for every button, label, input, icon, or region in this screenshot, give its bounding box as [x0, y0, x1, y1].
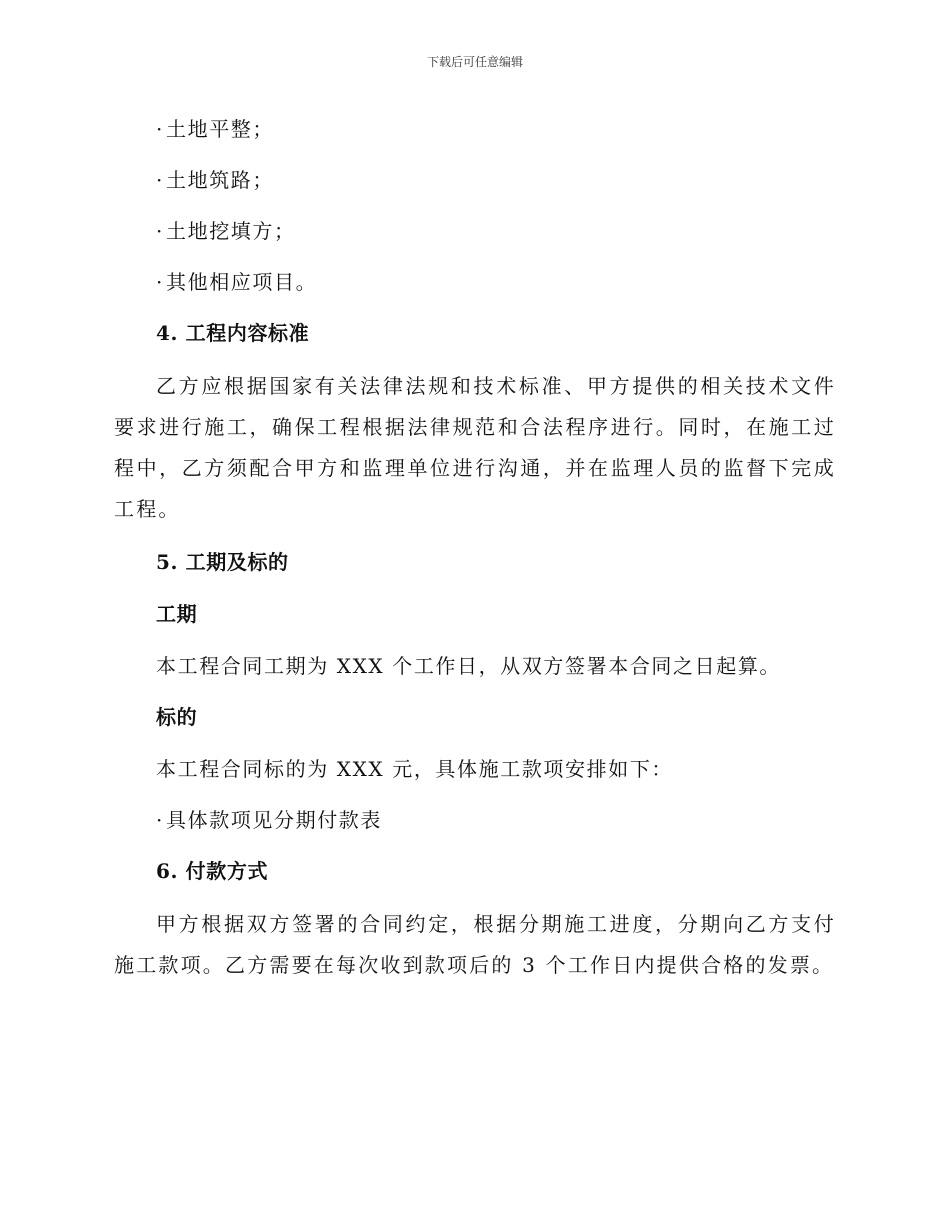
list-item	[114, 110, 836, 148]
section-heading-6: 6. 付款方式	[156, 859, 269, 883]
page-header: 下载后可任意编辑	[426, 55, 523, 69]
section-heading-4: 4. 工程内容标准	[156, 321, 310, 345]
bullet-icon: ·	[156, 117, 164, 141]
list-item-text: 土地筑路；	[166, 168, 274, 192]
section-heading-5: 5. 工期及标的	[156, 550, 289, 574]
bullet-icon: ·	[156, 168, 164, 192]
list-item	[114, 161, 836, 199]
bullet-icon: ·	[156, 270, 164, 294]
subheading-duration: 工期	[156, 602, 198, 626]
list-item-text: 其他相应项目。	[166, 270, 318, 294]
list-item	[114, 212, 836, 250]
section-6-paragraph: 甲方根据双方签署的合同约定，根据分期施工进度，分期向乙方支付施工款项。乙方需要在每次收到款项后的 3 个工作日内提供合格的发票。	[114, 912, 836, 977]
list-item-text: 土地平整；	[166, 117, 274, 141]
subheading-subject: 标的	[156, 705, 198, 729]
section-4-paragraph: 乙方应根据国家有关法律法规和技术标准、甲方提供的相关技术文件要求进行施工，确保工程根据法律规范和合法程序进行。同时，在施工过程中，乙方须配合甲方和监理单位进行沟通，并在监理人员的监督下完成工程。	[114, 374, 836, 521]
list-item-text: 土地挖填方；	[166, 219, 296, 243]
bullet-icon: ·	[156, 219, 164, 243]
document-body	[114, 110, 836, 999]
list-item	[114, 263, 836, 301]
duration-paragraph: 本工程合同工期为 XXX 个工作日，从双方签署本合同之日起算。	[156, 654, 782, 678]
bullet-icon: ·	[156, 808, 164, 832]
list-item-text: 具体款项见分期付款表	[166, 808, 382, 832]
list-item	[114, 801, 836, 839]
subject-paragraph: 本工程合同标的为 XXX 元，具体施工款项安排如下：	[156, 757, 674, 781]
